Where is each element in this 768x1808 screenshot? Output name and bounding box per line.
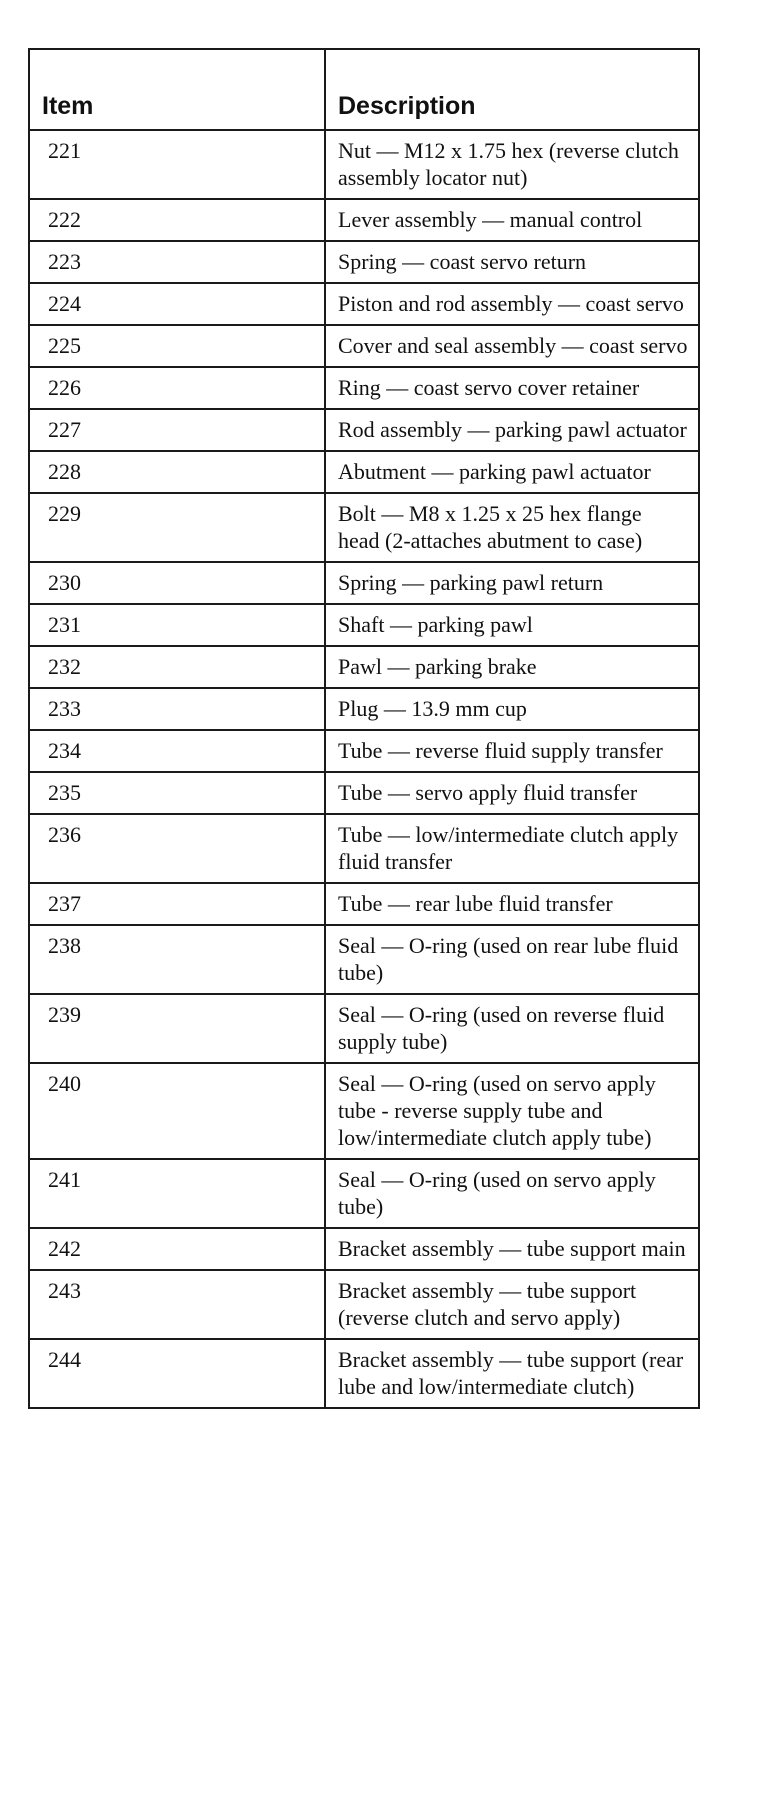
table-row — [29, 925, 699, 994]
table-row — [29, 1270, 699, 1339]
table-row — [29, 1339, 699, 1408]
table-row — [29, 730, 699, 772]
table-row — [29, 493, 699, 562]
item-number: 242 — [29, 1228, 325, 1270]
item-description: Ring — coast servo cover retainer — [325, 367, 699, 409]
table-row — [29, 325, 699, 367]
item-number: 227 — [29, 409, 325, 451]
item-description: Bolt — M8 x 1.25 x 25 hex flange head (2-attaches abutment to case) — [325, 493, 699, 562]
item-number: 225 — [29, 325, 325, 367]
item-description: Piston and rod assembly — coast servo — [325, 283, 699, 325]
table-row — [29, 1159, 699, 1228]
item-description: Spring — parking pawl return — [325, 562, 699, 604]
item-number: 230 — [29, 562, 325, 604]
table-row — [29, 1063, 699, 1159]
table-row — [29, 688, 699, 730]
item-number: 233 — [29, 688, 325, 730]
item-number: 222 — [29, 199, 325, 241]
item-description: Lever assembly — manual control — [325, 199, 699, 241]
item-number: 240 — [29, 1063, 325, 1159]
item-number: 243 — [29, 1270, 325, 1339]
table-row — [29, 562, 699, 604]
table-row — [29, 883, 699, 925]
table-row — [29, 994, 699, 1063]
table-row — [29, 604, 699, 646]
item-column-header: Item — [29, 49, 325, 130]
item-description: Seal — O-ring (used on rear lube fluid tube) — [325, 925, 699, 994]
item-number: 229 — [29, 493, 325, 562]
item-number: 221 — [29, 130, 325, 199]
item-number: 237 — [29, 883, 325, 925]
item-number: 232 — [29, 646, 325, 688]
item-description: Bracket assembly — tube support main — [325, 1228, 699, 1270]
table-row — [29, 451, 699, 493]
description-column-header: Description — [325, 49, 699, 130]
table-row — [29, 283, 699, 325]
parts-table-body — [29, 130, 699, 1408]
item-description: Rod assembly — parking pawl actuator — [325, 409, 699, 451]
item-description: Seal — O-ring (used on servo apply tube) — [325, 1159, 699, 1228]
table-row — [29, 814, 699, 883]
item-description: Bracket assembly — tube support (rear lube and low/intermediate clutch) — [325, 1339, 699, 1408]
table-row — [29, 367, 699, 409]
table-row — [29, 241, 699, 283]
item-description: Cover and seal assembly — coast servo — [325, 325, 699, 367]
item-number: 238 — [29, 925, 325, 994]
item-number: 235 — [29, 772, 325, 814]
table-row — [29, 1228, 699, 1270]
table-row — [29, 130, 699, 199]
item-description: Shaft — parking pawl — [325, 604, 699, 646]
item-number: 239 — [29, 994, 325, 1063]
item-number: 236 — [29, 814, 325, 883]
item-number: 228 — [29, 451, 325, 493]
item-description: Abutment — parking pawl actuator — [325, 451, 699, 493]
item-description: Tube — rear lube fluid transfer — [325, 883, 699, 925]
item-description: Nut — M12 x 1.75 hex (reverse clutch assembly locator nut) — [325, 130, 699, 199]
table-row — [29, 409, 699, 451]
item-number: 234 — [29, 730, 325, 772]
item-number: 241 — [29, 1159, 325, 1228]
item-description: Spring — coast servo return — [325, 241, 699, 283]
item-description: Seal — O-ring (used on servo apply tube - reverse supply tube and low/intermediate clutch apply tube) — [325, 1063, 699, 1159]
item-number: 224 — [29, 283, 325, 325]
item-number: 223 — [29, 241, 325, 283]
item-description: Seal — O-ring (used on reverse fluid supply tube) — [325, 994, 699, 1063]
item-number: 244 — [29, 1339, 325, 1408]
table-row — [29, 772, 699, 814]
item-description: Tube — reverse fluid supply transfer — [325, 730, 699, 772]
parts-table — [28, 48, 700, 1409]
item-description: Tube — servo apply fluid transfer — [325, 772, 699, 814]
item-description: Bracket assembly — tube support (reverse clutch and servo apply) — [325, 1270, 699, 1339]
item-description: Plug — 13.9 mm cup — [325, 688, 699, 730]
item-number: 226 — [29, 367, 325, 409]
table-row — [29, 199, 699, 241]
item-description: Tube — low/intermediate clutch apply fluid transfer — [325, 814, 699, 883]
item-number: 231 — [29, 604, 325, 646]
table-row — [29, 646, 699, 688]
header-row — [29, 49, 699, 130]
item-description: Pawl — parking brake — [325, 646, 699, 688]
